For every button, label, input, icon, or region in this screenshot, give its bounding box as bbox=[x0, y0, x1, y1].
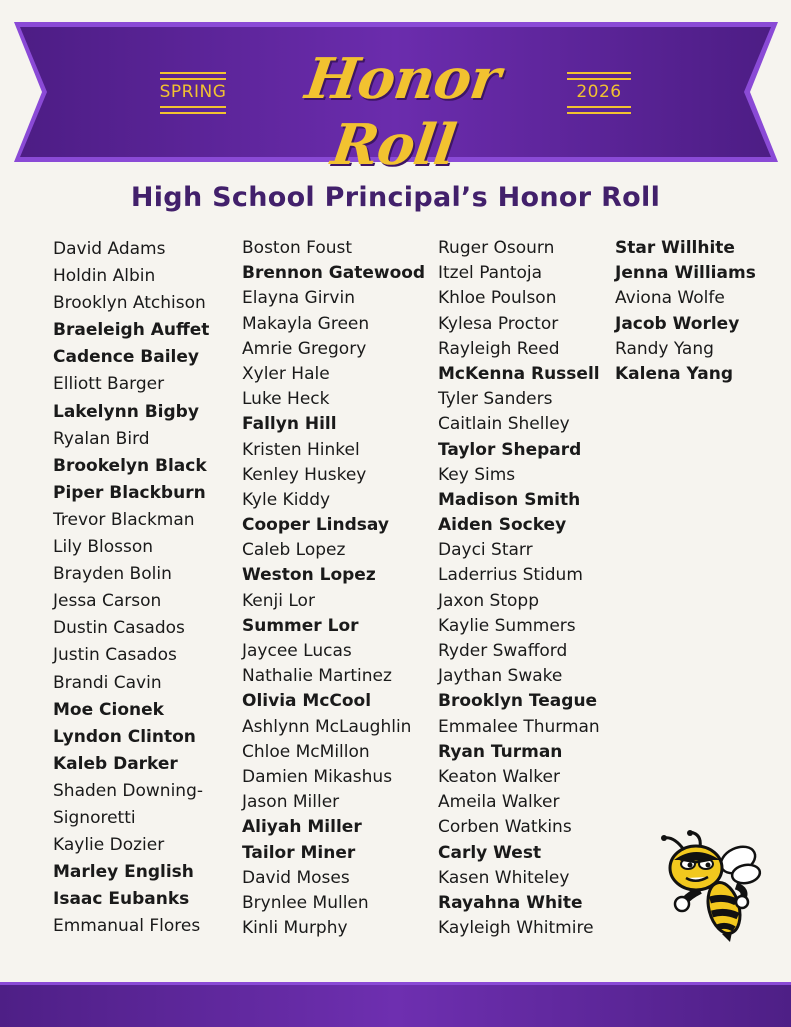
honor-roll-name: Ashlynn McLaughlin bbox=[242, 716, 412, 737]
left-rule-top bbox=[160, 72, 226, 74]
honor-roll-name: Khloe Poulson bbox=[438, 288, 557, 309]
honor-roll-name: Aliyah Miller bbox=[242, 817, 362, 838]
honor-roll-name: Signoretti bbox=[53, 807, 136, 828]
honor-roll-name: Lily Blosson bbox=[53, 537, 154, 558]
yellow-jacket-mascot-icon bbox=[660, 830, 764, 942]
honor-roll-name: Kaylie Summers bbox=[438, 615, 576, 636]
right-rule-top bbox=[567, 72, 631, 74]
honor-roll-name: Xyler Hale bbox=[242, 363, 330, 384]
honor-roll-name: Taylor Shepard bbox=[438, 439, 582, 460]
honor-roll-name: Aviona Wolfe bbox=[615, 288, 725, 309]
name-column-2 bbox=[242, 236, 425, 941]
honor-roll-name: Boston Foust bbox=[242, 238, 353, 258]
honor-roll-name: Ruger Osourn bbox=[438, 238, 555, 258]
honor-roll-name: Dustin Casados bbox=[53, 618, 185, 639]
honor-roll-name: Kaylie Dozier bbox=[53, 835, 165, 856]
honor-roll-name: Jessa Carson bbox=[53, 591, 162, 612]
honor-roll-name: Lakelynn Bigby bbox=[53, 401, 199, 422]
honor-roll-name: Tyler Sanders bbox=[438, 389, 553, 410]
honor-roll-name: Ryan Turman bbox=[438, 741, 563, 762]
honor-roll-name: Braeleigh Auffet bbox=[53, 320, 210, 341]
honor-roll-name: Luke Heck bbox=[242, 389, 330, 410]
honor-roll-name: Moe Cionek bbox=[53, 699, 164, 720]
honor-roll-name: Caleb Lopez bbox=[242, 540, 346, 561]
left-rule-bottom2 bbox=[160, 112, 226, 114]
honor-roll-name: Key Sims bbox=[438, 464, 516, 485]
left-rule-top2 bbox=[160, 78, 226, 80]
honor-roll-name: Kaleb Darker bbox=[53, 753, 178, 774]
honor-roll-name: Keaton Walker bbox=[438, 766, 560, 787]
honor-roll-name: Rayahna White bbox=[438, 892, 583, 913]
honor-roll-name: McKenna Russell bbox=[438, 363, 600, 384]
honor-roll-name: Shaden Downing- bbox=[53, 780, 204, 801]
right-rule-top2 bbox=[567, 78, 631, 80]
honor-roll-name: Elliott Barger bbox=[53, 374, 165, 395]
honor-roll-name: David Moses bbox=[242, 867, 350, 888]
honor-roll-name: Ameila Walker bbox=[438, 792, 560, 813]
honor-roll-name: Kyle Kiddy bbox=[242, 489, 331, 510]
honor-roll-name: Weston Lopez bbox=[242, 565, 376, 586]
honor-roll-name: Elayna Girvin bbox=[242, 288, 355, 309]
honor-roll-name: Lyndon Clinton bbox=[53, 726, 196, 747]
honor-roll-name: Tailor Miner bbox=[242, 842, 356, 863]
honor-roll-name: Emmanual Flores bbox=[53, 916, 201, 937]
honor-roll-name: Kylesa Proctor bbox=[438, 313, 559, 334]
name-column-1 bbox=[53, 236, 209, 940]
honor-roll-name: Madison Smith bbox=[438, 489, 581, 510]
right-rule-bottom bbox=[567, 106, 631, 108]
honor-roll-name: Rayleigh Reed bbox=[438, 338, 560, 359]
honor-roll-name: Ryder Swafford bbox=[438, 641, 568, 661]
honor-roll-name: Isaac Eubanks bbox=[53, 889, 190, 910]
left-rule-bottom bbox=[160, 106, 226, 108]
honor-roll-name: Kalena Yang bbox=[615, 363, 733, 384]
honor-roll-name: Jaxon Stopp bbox=[438, 590, 539, 611]
honor-roll-name: Brooklyn Teague bbox=[438, 691, 598, 712]
right-rule-bottom2 bbox=[567, 112, 631, 114]
banner-title: Honor Roll bbox=[301, 46, 504, 178]
page-subtitle: High School Principal’s Honor Roll bbox=[130, 182, 661, 213]
honor-roll-name: Brayden Bolin bbox=[53, 564, 172, 585]
honor-roll-name: Marley English bbox=[53, 862, 194, 883]
honor-roll-name: Aiden Sockey bbox=[438, 515, 567, 536]
honor-roll-name: Nathalie Martinez bbox=[242, 666, 392, 687]
honor-roll-name: Carly West bbox=[438, 842, 542, 863]
honor-roll-name: Brooklyn Atchison bbox=[53, 293, 206, 314]
footer-bar bbox=[0, 982, 791, 1027]
honor-roll-name: Justin Casados bbox=[53, 645, 177, 666]
honor-roll-name: David Adams bbox=[53, 239, 166, 259]
honor-roll-name: Chloe McMillon bbox=[242, 741, 370, 762]
year-label: 2026 bbox=[576, 82, 622, 102]
honor-roll-name: Brookelyn Black bbox=[53, 455, 207, 476]
honor-roll-name: Makayla Green bbox=[242, 313, 370, 334]
honor-roll-name: Itzel Pantoja bbox=[438, 263, 543, 284]
honor-roll-name: Olivia McCool bbox=[242, 691, 372, 712]
honor-roll-name: Holdin Albin bbox=[53, 266, 156, 287]
name-column-3 bbox=[438, 236, 600, 941]
season-label: SPRING bbox=[159, 82, 227, 102]
honor-roll-name: Jaythan Swake bbox=[438, 666, 563, 687]
honor-roll-name: Jacob Worley bbox=[615, 313, 740, 334]
honor-roll-name: Brennon Gatewood bbox=[242, 263, 426, 284]
honor-roll-name: Laderrius Stidum bbox=[438, 565, 583, 586]
honor-roll-name: Cadence Bailey bbox=[53, 347, 199, 368]
honor-roll-name: Emmalee Thurman bbox=[438, 716, 600, 737]
honor-roll-name: Jaycee Lucas bbox=[242, 641, 352, 661]
honor-roll-name: Ryalan Bird bbox=[53, 428, 150, 449]
honor-roll-name: Kenji Lor bbox=[242, 590, 315, 611]
honor-roll-name: Dayci Starr bbox=[438, 540, 533, 561]
honor-roll-name: Randy Yang bbox=[615, 338, 714, 359]
honor-roll-name: Star Willhite bbox=[615, 238, 735, 258]
honor-roll-name: Piper Blackburn bbox=[53, 482, 206, 503]
honor-roll-name: Fallyn Hill bbox=[242, 414, 337, 435]
honor-roll-name: Brynlee Mullen bbox=[242, 892, 369, 913]
honor-roll-name: Kenley Huskey bbox=[242, 464, 367, 485]
header-banner bbox=[0, 0, 791, 178]
honor-roll-name: Amrie Gregory bbox=[242, 338, 367, 359]
honor-roll-name: Summer Lor bbox=[242, 615, 359, 636]
honor-roll-name: Corben Watkins bbox=[438, 817, 572, 838]
honor-roll-name: Brandi Cavin bbox=[53, 672, 162, 693]
name-column-4 bbox=[615, 236, 756, 387]
honor-roll-name: Kayleigh Whitmire bbox=[438, 918, 594, 939]
honor-roll-name: Cooper Lindsay bbox=[242, 515, 389, 536]
honor-roll-name: Damien Mikashus bbox=[242, 766, 393, 787]
honor-roll-name: Caitlain Shelley bbox=[438, 414, 570, 435]
honor-roll-name: Kasen Whiteley bbox=[438, 867, 570, 888]
honor-roll-name: Jenna Williams bbox=[615, 263, 756, 284]
honor-roll-name: Kristen Hinkel bbox=[242, 439, 360, 460]
honor-roll-name: Jason Miller bbox=[242, 792, 340, 813]
honor-roll-name: Kinli Murphy bbox=[242, 918, 348, 939]
honor-roll-name: Trevor Blackman bbox=[53, 509, 195, 530]
